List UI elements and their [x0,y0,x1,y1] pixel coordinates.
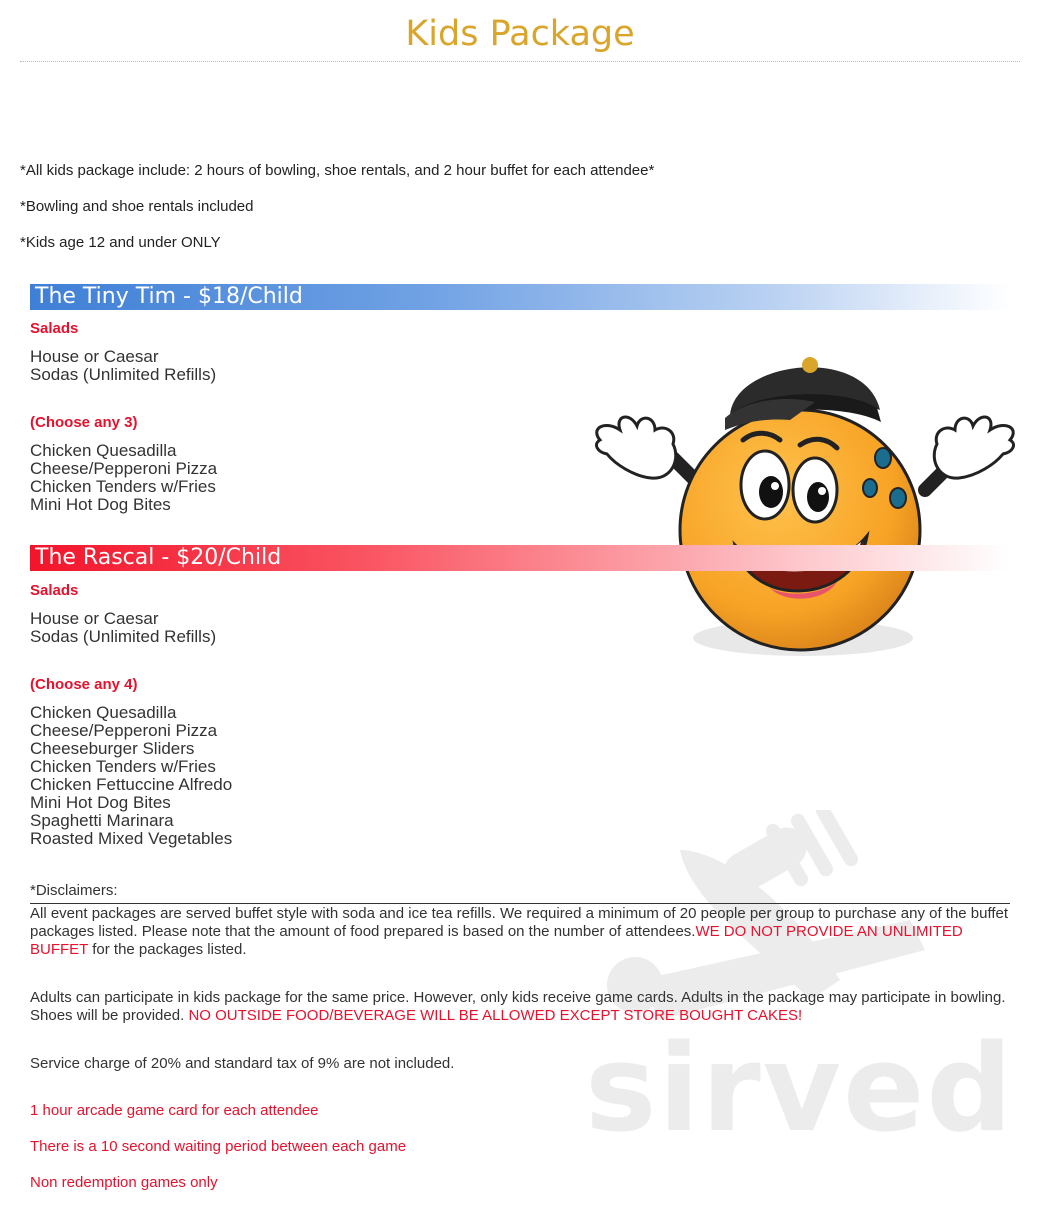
note-age-limit: *Kids age 12 and under ONLY [20,234,221,251]
list-item: Chicken Tenders w/Fries [30,757,216,776]
package-band-tiny-tim: The Tiny Tim - $18/Child [30,284,1010,310]
rascal-salads-list [30,610,216,646]
tiny-tim-choose-label: (Choose any 3) [30,414,138,431]
arcade-note-waiting-period: There is a 10 second waiting period between each game [30,1138,407,1155]
list-item: Mini Hot Dog Bites [30,793,171,812]
disclaimer-buffet-paragraph: All event packages are served buffet style with soda and ice tea refills. We required a minimum of 20 people per group to purchase any of the buffet packages listed. Please note that the amount of food prepared is based on the number of attendees.WE DO NOT PROVIDE AN UNLIMITED BUFFET for the packages listed. [30,905,1009,958]
list-item: Chicken Quesadilla [30,441,177,460]
list-item: House or Caesar [30,347,159,366]
note-package-includes: *All kids package include: 2 hours of bowling, shoe rentals, and 2 hour buffet for each attendee* [20,162,655,179]
package-band-rascal: The Rascal - $20/Child [30,545,1010,571]
disclaimers-label: *Disclaimers: [30,882,118,899]
disclaimers-divider [30,903,1010,904]
list-item: House or Caesar [30,609,159,628]
list-item: Mini Hot Dog Bites [30,495,171,514]
list-item: Spaghetti Marinara [30,811,174,830]
bowling-ball-mascot-image [585,340,1025,670]
list-item: Cheese/Pepperoni Pizza [30,459,218,478]
rascal-salads-label: Salads [30,582,79,599]
rascal-items-list [30,704,232,848]
outside-food-warning: NO OUTSIDE FOOD/BEVERAGE WILL BE ALLOWED EXCEPT STORE BOUGHT CAKES! [188,1007,803,1024]
list-item: Chicken Fettuccine Alfredo [30,775,233,794]
unlimited-buffet-warning: WE DO NOT PROVIDE AN UNLIMITED BUFFET [30,923,963,958]
list-item: Cheeseburger Sliders [30,739,195,758]
tiny-tim-salads-list [30,348,216,384]
disclaimer-service-charge: Service charge of 20% and standard tax of 9% are not included. [30,1055,455,1072]
disclaimer-adults-paragraph: Adults can participate in kids package for the same price. However, only kids receive game cards. Adults in the package may participate in bowling. Shoes will be provided. NO OUTSIDE FOOD/BEVERAGE WILL BE ALLOWED EXCEPT STORE BOUGHT CAKES! [30,989,1006,1024]
list-item: Chicken Tenders w/Fries [30,477,216,496]
list-item: Cheese/Pepperoni Pizza [30,721,218,740]
sirved-watermark-text: sirved [585,1020,1015,1159]
title-divider [20,61,1020,62]
list-item: Sodas (Unlimited Refills) [30,365,217,384]
rascal-choose-label: (Choose any 4) [30,676,138,693]
list-item: Chicken Quesadilla [30,703,177,722]
note-bowling-included: *Bowling and shoe rentals included [20,198,254,215]
list-item: Sodas (Unlimited Refills) [30,627,217,646]
arcade-note-non-redemption: Non redemption games only [30,1174,218,1191]
list-item: Roasted Mixed Vegetables [30,829,233,848]
arcade-note-game-card: 1 hour arcade game card for each attendee [30,1102,319,1119]
tiny-tim-items-list [30,442,217,514]
tiny-tim-salads-label: Salads [30,320,79,337]
page-title: Kids Package [405,14,635,54]
